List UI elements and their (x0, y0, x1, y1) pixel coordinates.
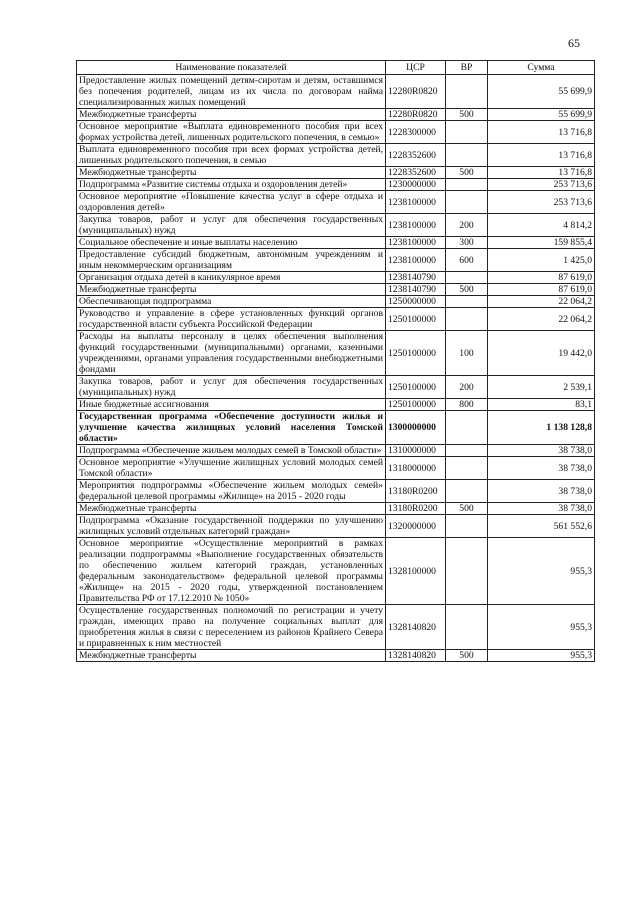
table-row (77, 272, 595, 284)
row-name-cell: Межбюджетные трансферты (77, 284, 386, 296)
table-row (77, 399, 595, 411)
row-sum-cell: 13 716,8 (488, 121, 595, 144)
row-code-cell: 1230000000 (386, 179, 446, 191)
row-sum-cell: 13 716,8 (488, 167, 595, 179)
row-code-cell: 1250000000 (386, 296, 446, 308)
row-name-cell: Обеспечивающая подпрограмма (77, 296, 386, 308)
row-vr-cell: 200 (446, 376, 488, 399)
row-vr-cell: 500 (446, 650, 488, 662)
row-vr-cell: 200 (446, 214, 488, 237)
row-vr-cell: 500 (446, 109, 488, 121)
row-sum-cell: 83,1 (488, 399, 595, 411)
table-row (77, 503, 595, 515)
row-vr-cell: 300 (446, 237, 488, 249)
row-vr-cell (446, 538, 488, 605)
row-vr-cell: 600 (446, 249, 488, 272)
row-name-cell: Мероприятия подпрограммы «Обеспечение жильем молодых семей» федеральной целевой программы «Жилище» на 2015 - 2020 годы (77, 480, 386, 503)
row-vr-cell (446, 296, 488, 308)
row-code-cell: 1238100000 (386, 237, 446, 249)
row-code-cell: 1250100000 (386, 399, 446, 411)
row-code-cell: 1250100000 (386, 331, 446, 376)
row-name-cell: Предоставление субсидий бюджетным, автономным учреждениям и иным некоммерческим организациям (77, 249, 386, 272)
table-row (77, 457, 595, 480)
table-row (77, 480, 595, 503)
row-name-cell: Подпрограмма «Развитие системы отдыха и оздоровления детей» (77, 179, 386, 191)
table-header-row (77, 61, 595, 75)
row-name-cell: Межбюджетные трансферты (77, 167, 386, 179)
row-code-cell: 1310000000 (386, 445, 446, 457)
row-sum-cell: 1 425,0 (488, 249, 595, 272)
table-row (77, 445, 595, 457)
row-name-cell: Руководство и управление в сфере установленных функций органов государственной власти субъекта Российской Федерации (77, 308, 386, 331)
row-code-cell: 1238100000 (386, 249, 446, 272)
row-sum-cell: 955,3 (488, 650, 595, 662)
row-sum-cell: 55 699,9 (488, 109, 595, 121)
table-row (77, 515, 595, 538)
row-code-cell: 1238100000 (386, 191, 446, 214)
row-code-cell: 1250100000 (386, 376, 446, 399)
row-vr-cell (446, 191, 488, 214)
row-sum-cell: 22 064,2 (488, 296, 595, 308)
row-vr-cell: 100 (446, 331, 488, 376)
table-row (77, 284, 595, 296)
row-name-cell: Закупка товаров, работ и услуг для обеспечения государственных (муниципальных) нужд (77, 214, 386, 237)
row-code-cell: 1238100000 (386, 214, 446, 237)
row-name-cell: Расходы на выплаты персоналу в целях обеспечения выполнения функций государственными (муниципальными) органами, казенными учреждениями, органами управления государственными внебюджетными фондами (77, 331, 386, 376)
row-sum-cell: 159 855,4 (488, 237, 595, 249)
table-row (77, 191, 595, 214)
row-name-cell: Подпрограмма «Обеспечение жильем молодых семей в Томской области» (77, 445, 386, 457)
table-row (77, 538, 595, 605)
table-row (77, 109, 595, 121)
table-row (77, 376, 595, 399)
row-code-cell: 1228352600 (386, 144, 446, 167)
table-row (77, 179, 595, 191)
row-vr-cell (446, 121, 488, 144)
table-row (77, 296, 595, 308)
row-code-cell: 1320000000 (386, 515, 446, 538)
row-code-cell: 1238140790 (386, 272, 446, 284)
row-sum-cell: 38 738,0 (488, 503, 595, 515)
row-sum-cell: 55 699,9 (488, 75, 595, 109)
row-sum-cell: 22 064,2 (488, 308, 595, 331)
table-row (77, 214, 595, 237)
row-vr-cell (446, 308, 488, 331)
row-name-cell: Основное мероприятие «Повышение качества услуг в сфере отдыха и оздоровления детей» (77, 191, 386, 214)
table-row (77, 237, 595, 249)
row-code-cell: 1328100000 (386, 538, 446, 605)
row-code-cell: 12280R0820 (386, 109, 446, 121)
table-row (77, 331, 595, 376)
row-name-cell: Основное мероприятие «Выплата единовременного пособия при всех формах устройства детей, лишенных родительского попечения, в семью» (77, 121, 386, 144)
row-vr-cell: 500 (446, 503, 488, 515)
budget-table (76, 60, 595, 662)
table-row (77, 650, 595, 662)
row-sum-cell: 2 539,1 (488, 376, 595, 399)
row-sum-cell: 38 738,0 (488, 445, 595, 457)
row-sum-cell: 38 738,0 (488, 480, 595, 503)
row-vr-cell (446, 605, 488, 650)
row-name-cell: Государственная программа «Обеспечение доступности жилья и улучшение качества жилищных условий населения Томской области» (77, 411, 386, 445)
row-sum-cell: 38 738,0 (488, 457, 595, 480)
row-name-cell: Межбюджетные трансферты (77, 503, 386, 515)
row-sum-cell: 19 442,0 (488, 331, 595, 376)
row-name-cell: Осуществление государственных полномочий по регистрации и учету граждан, имеющих право на получение социальных выплат для приобретения жилья в связи с переселением из районов Крайнего Севера и приравненных к ним местностей (77, 605, 386, 650)
header-code: ЦСР (386, 61, 446, 75)
header-sum: Сумма (488, 61, 595, 75)
row-sum-cell: 87 619,0 (488, 272, 595, 284)
row-vr-cell (446, 411, 488, 445)
row-sum-cell: 253 713,6 (488, 179, 595, 191)
row-code-cell: 1328140820 (386, 650, 446, 662)
header-vr: ВР (446, 61, 488, 75)
row-sum-cell: 1 138 128,8 (488, 411, 595, 445)
row-sum-cell: 13 716,8 (488, 144, 595, 167)
row-name-cell: Основное мероприятие «Осуществление мероприятий в рамках реализации подпрограммы «Выполнение государственных обязательств по обеспечению жильем категорий граждан, установленных федеральным законодательством» федеральной целевой программы «Жилище» на 2015 - 2020 годы, утвержденной постановлением Правительства РФ от 17.12.2010 № 1050» (77, 538, 386, 605)
row-vr-cell (446, 179, 488, 191)
row-name-cell: Основное мероприятие «Улучшение жилищных условий молодых семей Томской области» (77, 457, 386, 480)
table-row (77, 75, 595, 109)
row-sum-cell: 253 713,6 (488, 191, 595, 214)
page-number: 65 (568, 36, 580, 50)
row-vr-cell (446, 480, 488, 503)
table-row (77, 308, 595, 331)
table-row (77, 167, 595, 179)
row-sum-cell: 87 619,0 (488, 284, 595, 296)
header-name: Наименование показателей (77, 61, 386, 75)
row-code-cell: 1328140820 (386, 605, 446, 650)
row-code-cell: 1300000000 (386, 411, 446, 445)
row-name-cell: Социальное обеспечение и иные выплаты населению (77, 237, 386, 249)
row-vr-cell (446, 515, 488, 538)
table-row (77, 411, 595, 445)
table-body (77, 75, 595, 662)
row-vr-cell: 800 (446, 399, 488, 411)
row-code-cell: 1250100000 (386, 308, 446, 331)
row-name-cell: Иные бюджетные ассигнования (77, 399, 386, 411)
row-code-cell: 1238140790 (386, 284, 446, 296)
row-vr-cell (446, 272, 488, 284)
row-name-cell: Закупка товаров, работ и услуг для обеспечения государственных (муниципальных) нужд (77, 376, 386, 399)
row-vr-cell: 500 (446, 284, 488, 296)
row-name-cell: Предоставление жилых помещений детям-сиротам и детям, оставшимся без попечения родителей, лицам из их числа по договорам найма специализированных жилых помещений (77, 75, 386, 109)
row-vr-cell (446, 445, 488, 457)
row-name-cell: Организация отдыха детей в каникулярное время (77, 272, 386, 284)
row-code-cell: 1228352600 (386, 167, 446, 179)
row-sum-cell: 4 814,2 (488, 214, 595, 237)
row-vr-cell (446, 144, 488, 167)
row-code-cell: 1318000000 (386, 457, 446, 480)
row-vr-cell (446, 75, 488, 109)
row-code-cell: 13180R0200 (386, 480, 446, 503)
table-row (77, 121, 595, 144)
table-row (77, 605, 595, 650)
row-sum-cell: 561 552,6 (488, 515, 595, 538)
row-vr-cell: 500 (446, 167, 488, 179)
row-name-cell: Подпрограмма «Оказание государственной поддержки по улучшению жилищных условий отдельных категорий граждан» (77, 515, 386, 538)
row-sum-cell: 955,3 (488, 605, 595, 650)
table-row (77, 144, 595, 167)
table-row (77, 249, 595, 272)
row-sum-cell: 955,3 (488, 538, 595, 605)
row-code-cell: 13180R0200 (386, 503, 446, 515)
row-code-cell: 12280R0820 (386, 75, 446, 109)
row-vr-cell (446, 457, 488, 480)
row-name-cell: Межбюджетные трансферты (77, 650, 386, 662)
row-name-cell: Межбюджетные трансферты (77, 109, 386, 121)
row-code-cell: 1228300000 (386, 121, 446, 144)
row-name-cell: Выплата единовременного пособия при всех формах устройства детей, лишенных родительского попечения, в семью (77, 144, 386, 167)
